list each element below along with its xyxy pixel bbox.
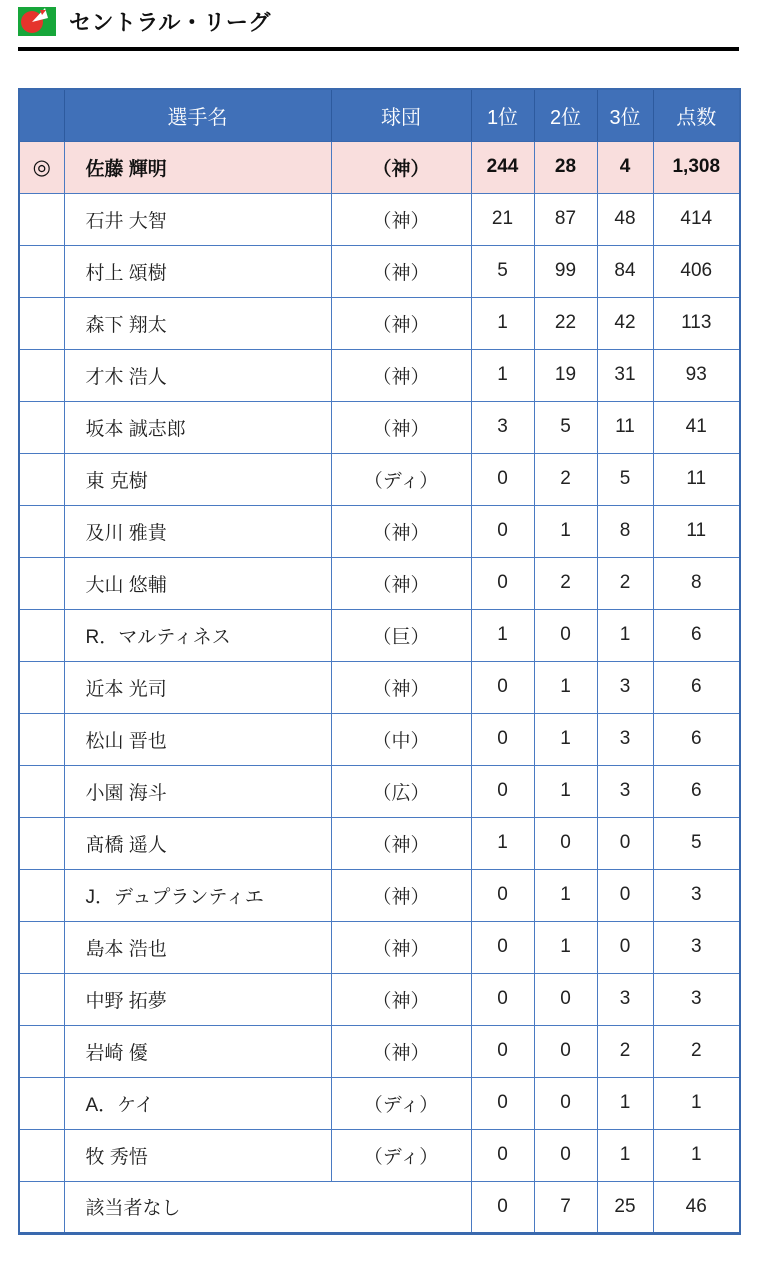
second-place-votes-cell: 1 [534,505,597,557]
points-cell: 2 [653,1025,740,1077]
player-name-cell: 島本 浩也 [64,921,331,973]
table-header-row [19,89,740,141]
winner-mark [19,297,64,349]
col-header-points: 点数 [653,89,740,141]
third-place-votes-cell: 3 [597,765,653,817]
third-place-votes-cell: 8 [597,505,653,557]
winner-mark [19,505,64,557]
player-name-cell: 該当者なし [64,1181,471,1233]
player-name-cell: 佐藤 輝明 [64,141,331,193]
player-name-cell: 松山 晋也 [64,713,331,765]
col-header-team: 球団 [331,89,471,141]
team-cell: （ディ） [331,1077,471,1129]
team-cell: （神） [331,973,471,1025]
table-row [19,609,740,661]
third-place-votes-cell: 1 [597,1077,653,1129]
table-body [19,141,740,1233]
team-cell: （神） [331,869,471,921]
points-cell: 6 [653,609,740,661]
table-row [19,297,740,349]
masthead [18,4,739,38]
team-cell: （中） [331,713,471,765]
second-place-votes-cell: 5 [534,401,597,453]
title-divider [18,47,739,51]
second-place-votes-cell: 99 [534,245,597,297]
second-place-votes-cell: 0 [534,817,597,869]
winner-mark [19,245,64,297]
table-row [19,765,740,817]
second-place-votes-cell: 0 [534,609,597,661]
table-row [19,921,740,973]
col-header-first-place: 1位 [471,89,534,141]
points-cell: 113 [653,297,740,349]
player-name-cell: 牧 秀悟 [64,1129,331,1181]
points-cell: 3 [653,973,740,1025]
winner-mark [19,193,64,245]
second-place-votes-cell: 28 [534,141,597,193]
third-place-votes-cell: 84 [597,245,653,297]
first-place-votes-cell: 0 [471,1129,534,1181]
third-place-votes-cell: 3 [597,713,653,765]
player-name-cell: A．ケイ [64,1077,331,1129]
first-place-votes-cell: 5 [471,245,534,297]
table-row [19,245,740,297]
first-place-votes-cell: 0 [471,557,534,609]
winner-mark [19,401,64,453]
table-row [19,557,740,609]
first-place-votes-cell: 244 [471,141,534,193]
winner-mark [19,1025,64,1077]
third-place-votes-cell: 11 [597,401,653,453]
first-place-votes-cell: 0 [471,453,534,505]
third-place-votes-cell: 3 [597,973,653,1025]
team-cell: （神） [331,297,471,349]
winner-mark [19,1181,64,1233]
table-row [19,973,740,1025]
third-place-votes-cell: 4 [597,141,653,193]
table-row [19,453,740,505]
points-cell: 414 [653,193,740,245]
team-cell: （神） [331,661,471,713]
first-place-votes-cell: 0 [471,921,534,973]
player-name-cell: 坂本 誠志郎 [64,401,331,453]
table-row [19,1025,740,1077]
winner-mark [19,973,64,1025]
table-row [19,817,740,869]
points-cell: 5 [653,817,740,869]
second-place-votes-cell: 0 [534,1077,597,1129]
second-place-votes-cell: 0 [534,973,597,1025]
third-place-votes-cell: 25 [597,1181,653,1233]
points-cell: 93 [653,349,740,401]
team-cell: （神） [331,505,471,557]
third-place-votes-cell: 1 [597,1129,653,1181]
team-cell: （神） [331,817,471,869]
third-place-votes-cell: 42 [597,297,653,349]
third-place-votes-cell: 3 [597,661,653,713]
voting-results-table [18,88,741,1235]
winner-mark [19,349,64,401]
player-name-cell: 大山 悠輔 [64,557,331,609]
player-name-cell: 才木 浩人 [64,349,331,401]
player-name-cell: R．マルティネス [64,609,331,661]
first-place-votes-cell: 0 [471,713,534,765]
points-cell: 6 [653,765,740,817]
second-place-votes-cell: 2 [534,557,597,609]
winner-mark [19,557,64,609]
col-header-player-name: 選手名 [64,89,331,141]
team-cell: （神） [331,349,471,401]
third-place-votes-cell: 48 [597,193,653,245]
points-cell: 6 [653,713,740,765]
player-name-cell: 岩崎 優 [64,1025,331,1077]
first-place-votes-cell: 0 [471,765,534,817]
table-row [19,869,740,921]
player-name-cell: 森下 翔太 [64,297,331,349]
second-place-votes-cell: 1 [534,713,597,765]
team-cell: （広） [331,765,471,817]
table-row [19,1077,740,1129]
first-place-votes-cell: 0 [471,869,534,921]
points-cell: 11 [653,505,740,557]
col-header-second-place: 2位 [534,89,597,141]
second-place-votes-cell: 0 [534,1025,597,1077]
winner-mark [19,661,64,713]
third-place-votes-cell: 2 [597,1025,653,1077]
winner-mark [19,869,64,921]
player-name-cell: J．デュプランティエ [64,869,331,921]
winner-mark [19,713,64,765]
team-cell: （ディ） [331,453,471,505]
team-cell: （神） [331,401,471,453]
third-place-votes-cell: 0 [597,869,653,921]
table-row [19,505,740,557]
third-place-votes-cell: 0 [597,817,653,869]
team-cell: （神） [331,141,471,193]
points-cell: 46 [653,1181,740,1233]
col-header-third-place: 3位 [597,89,653,141]
player-name-cell: 東 克樹 [64,453,331,505]
player-name-cell: 中野 拓夢 [64,973,331,1025]
points-cell: 3 [653,921,740,973]
player-name-cell: 村上 頌樹 [64,245,331,297]
page-title: セントラル・リーグ [69,9,271,35]
team-cell: （ディ） [331,1129,471,1181]
winner-mark [19,817,64,869]
table-row [19,401,740,453]
second-place-votes-cell: 1 [534,765,597,817]
second-place-votes-cell: 1 [534,921,597,973]
first-place-votes-cell: 1 [471,349,534,401]
third-place-votes-cell: 2 [597,557,653,609]
second-place-votes-cell: 7 [534,1181,597,1233]
table-row [19,193,740,245]
team-cell: （神） [331,245,471,297]
points-cell: 3 [653,869,740,921]
first-place-votes-cell: 0 [471,1181,534,1233]
points-cell: 1,308 [653,141,740,193]
team-cell: （巨） [331,609,471,661]
points-cell: 406 [653,245,740,297]
first-place-votes-cell: 0 [471,661,534,713]
first-place-votes-cell: 0 [471,973,534,1025]
winner-mark [19,1129,64,1181]
points-cell: 1 [653,1077,740,1129]
third-place-votes-cell: 1 [597,609,653,661]
player-name-cell: 近本 光司 [64,661,331,713]
second-place-votes-cell: 1 [534,661,597,713]
second-place-votes-cell: 1 [534,869,597,921]
winner-mark [19,453,64,505]
table-row [19,661,740,713]
winner-mark [19,1077,64,1129]
table-row [19,1181,740,1233]
player-name-cell: 小園 海斗 [64,765,331,817]
first-place-votes-cell: 0 [471,1025,534,1077]
points-cell: 1 [653,1129,740,1181]
second-place-votes-cell: 19 [534,349,597,401]
team-cell: （神） [331,921,471,973]
winner-mark [19,921,64,973]
first-place-votes-cell: 3 [471,401,534,453]
winner-mark [19,765,64,817]
player-name-cell: 及川 雅貴 [64,505,331,557]
third-place-votes-cell: 5 [597,453,653,505]
team-cell: （神） [331,1025,471,1077]
first-place-votes-cell: 0 [471,1077,534,1129]
player-name-cell: 髙橋 遥人 [64,817,331,869]
winner-mark [19,609,64,661]
second-place-votes-cell: 87 [534,193,597,245]
central-league-logo-icon [18,7,56,36]
points-cell: 11 [653,453,740,505]
table-row [19,349,740,401]
third-place-votes-cell: 0 [597,921,653,973]
first-place-votes-cell: 21 [471,193,534,245]
table-row [19,713,740,765]
first-place-votes-cell: 1 [471,609,534,661]
second-place-votes-cell: 0 [534,1129,597,1181]
col-header-mark [19,89,64,141]
second-place-votes-cell: 22 [534,297,597,349]
points-cell: 8 [653,557,740,609]
winner-mark: ◎ [19,141,64,193]
points-cell: 6 [653,661,740,713]
third-place-votes-cell: 31 [597,349,653,401]
points-cell: 41 [653,401,740,453]
first-place-votes-cell: 1 [471,817,534,869]
first-place-votes-cell: 0 [471,505,534,557]
second-place-votes-cell: 2 [534,453,597,505]
player-name-cell: 石井 大智 [64,193,331,245]
team-cell: （神） [331,557,471,609]
first-place-votes-cell: 1 [471,297,534,349]
team-cell: （神） [331,193,471,245]
table-row [19,1129,740,1181]
table-row [19,141,740,193]
